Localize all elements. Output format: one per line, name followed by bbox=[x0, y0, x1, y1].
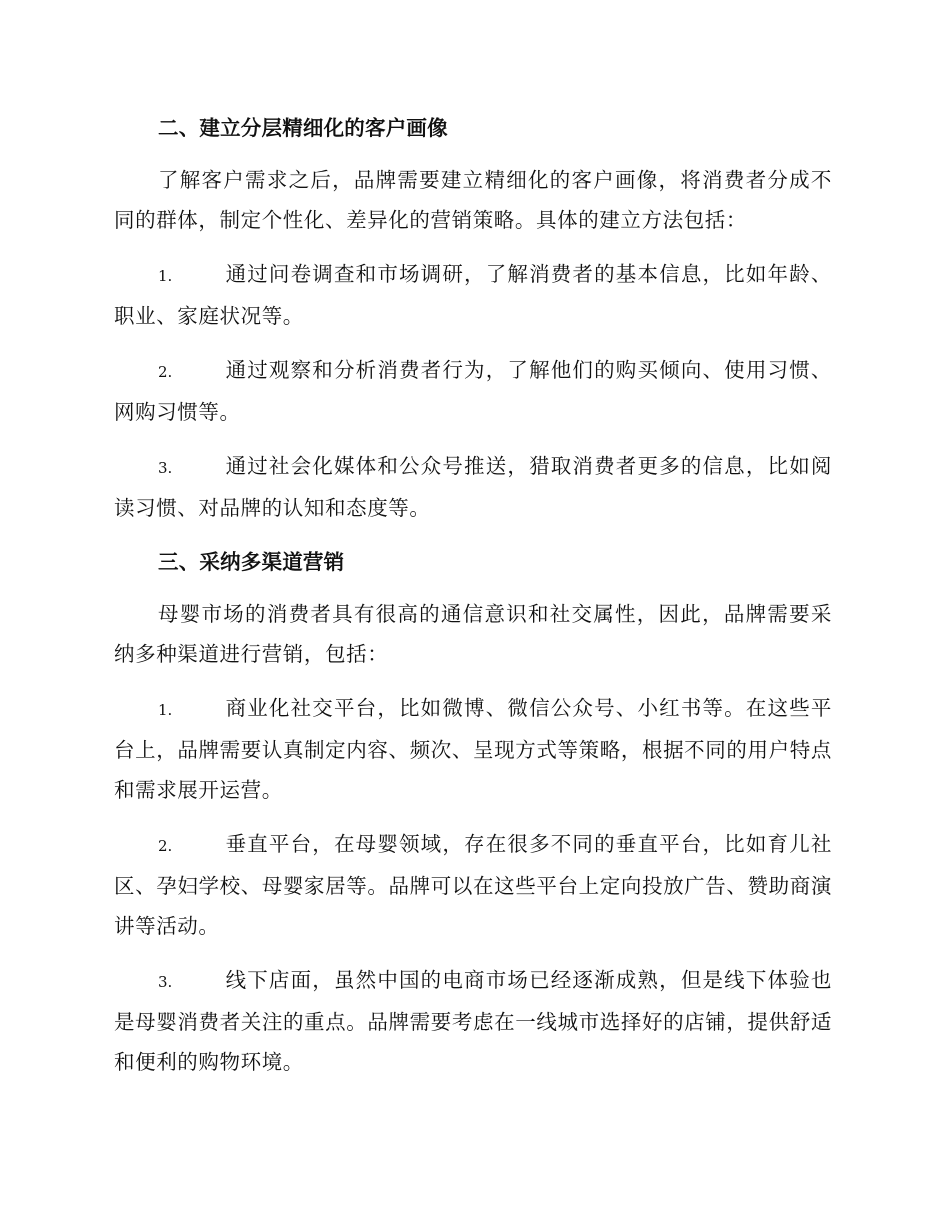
list-item-number: 3. bbox=[158, 973, 173, 991]
section-heading-2: 二、建立分层精细化的客户画像 bbox=[158, 116, 448, 140]
list-item-text: 线下店面，虽然中国的电商市场已经逐渐成熟，但是线下体验也是母婴消费者关注的重点。品牌需要考虑在一线城市选择好的店铺，提供舒适和便利的购物环境。 bbox=[114, 968, 832, 1074]
section-3-intro: 母婴市场的消费者具有很高的通信意识和社交属性，因此，品牌需要采纳多种渠道进行营销，包括： bbox=[114, 602, 832, 666]
list-item-number: 1. bbox=[158, 267, 173, 285]
list-item-number: 1. bbox=[158, 701, 173, 719]
list-item-text: 通过社会化媒体和公众号推送，猎取消费者更多的信息，比如阅读习惯、对品牌的认知和态度等。 bbox=[114, 454, 832, 520]
section-2-intro: 了解客户需求之后，品牌需要建立精细化的客户画像，将消费者分成不同的群体，制定个性化、差异化的营销策略。具体的建立方法包括： bbox=[114, 168, 832, 232]
list-item bbox=[114, 350, 832, 432]
list-item bbox=[114, 446, 832, 528]
list-item-text: 通过观察和分析消费者行为，了解他们的购买倾向、使用习惯、网购习惯等。 bbox=[114, 358, 832, 424]
list-item-number: 3. bbox=[158, 459, 173, 477]
list-item bbox=[114, 824, 832, 946]
list-item bbox=[114, 254, 832, 336]
list-item bbox=[114, 960, 832, 1082]
list-item bbox=[114, 688, 832, 810]
section-heading-3: 三、采纳多渠道营销 bbox=[158, 550, 345, 574]
list-item-text: 垂直平台，在母婴领域，存在很多不同的垂直平台，比如育儿社区、孕妇学校、母婴家居等。品牌可以在这些平台上定向投放广告、赞助商演讲等活动。 bbox=[114, 832, 832, 938]
list-item-text: 商业化社交平台，比如微博、微信公众号、小红书等。在这些平台上，品牌需要认真制定内容、频次、呈现方式等策略，根据不同的用户特点和需求展开运营。 bbox=[114, 696, 832, 802]
list-item-number: 2. bbox=[158, 837, 173, 855]
list-item-text: 通过问卷调查和市场调研，了解消费者的基本信息，比如年龄、职业、家庭状况等。 bbox=[114, 262, 832, 328]
list-item-number: 2. bbox=[158, 363, 173, 381]
